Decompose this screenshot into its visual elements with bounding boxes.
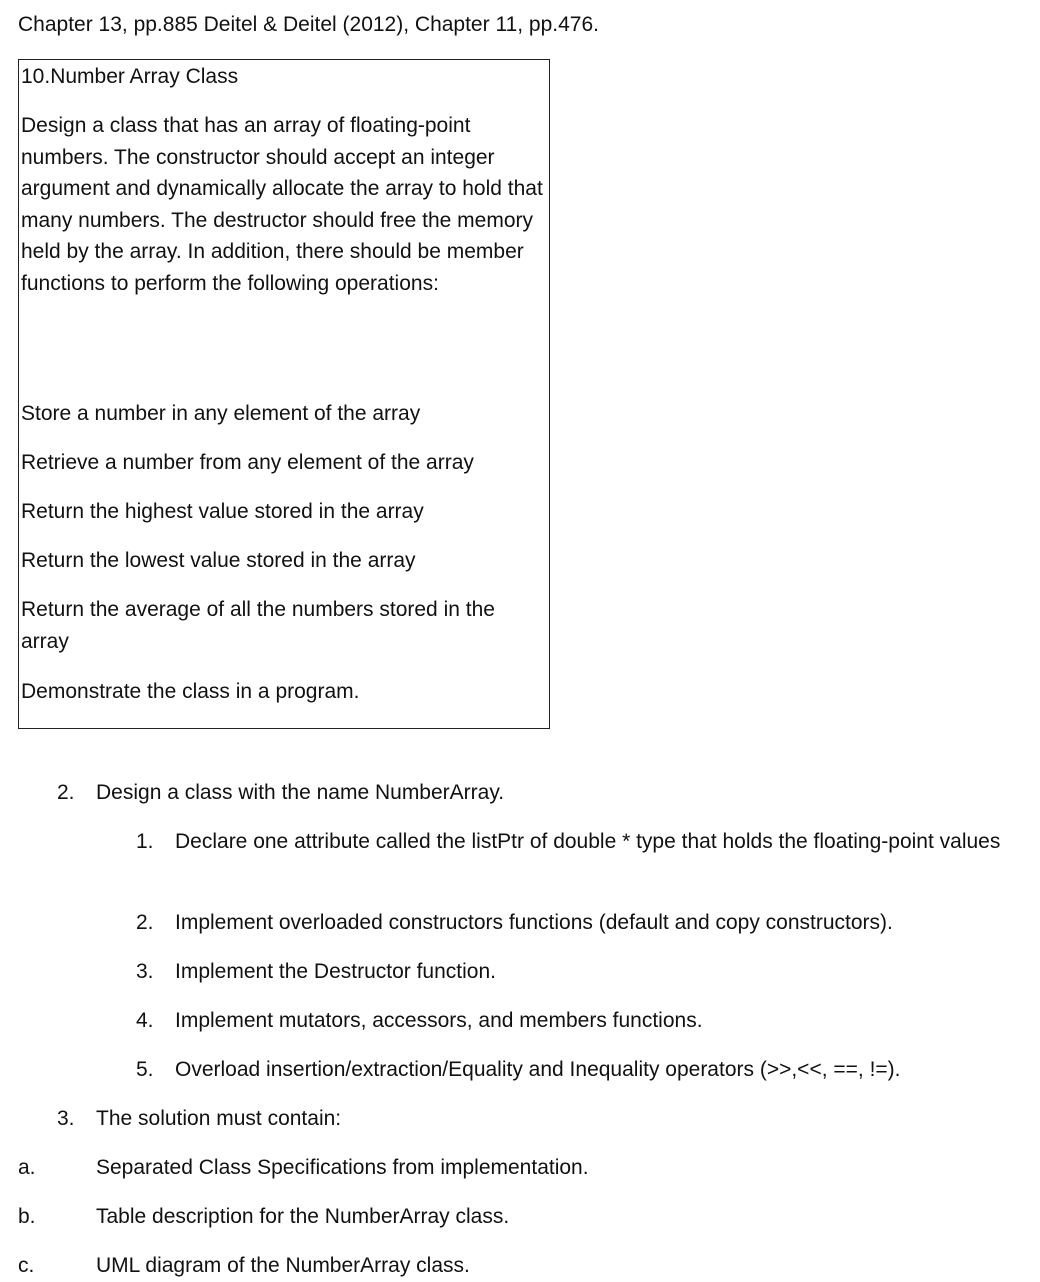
list-item-text: The solution must contain: — [96, 1107, 342, 1130]
letter-marker: a. — [18, 1156, 36, 1179]
sublist-item-text: Implement overloaded constructors functions (default and copy constructors). — [175, 911, 893, 934]
letter-marker: b. — [18, 1205, 36, 1228]
exercise-title: 10.Number Array Class — [21, 65, 239, 88]
operation-item: Store a number in any element of the array — [21, 402, 421, 425]
letter-marker: c. — [18, 1254, 35, 1277]
sublist-item-text: Declare one attribute called the listPtr of double * type that holds the floating-point values — [175, 830, 1001, 853]
sublist-number: 1. — [136, 830, 154, 853]
header-citation: Chapter 13, pp.885 Deitel & Deitel (2012), Chapter 11, pp.476. — [18, 13, 599, 36]
operation-item: Return the lowest value stored in the array — [21, 549, 416, 572]
sublist-item-text: Implement the Destructor function. — [175, 960, 496, 983]
sublist-item-text: Overload insertion/extraction/Equality and Inequality operators (>>,<<, ==, !=). — [175, 1058, 901, 1081]
sublist-item-text: Implement mutators, accessors, and members functions. — [175, 1009, 703, 1032]
exercise-description: Design a class that has an array of floating-point numbers. The constructor should accept an integer argument and dynamically allocate the array to hold that many numbers. The destructor should free the memory held by the array. In addition, there should be member functions to perform the following operations: — [21, 114, 543, 295]
sublist-number: 2. — [136, 911, 154, 934]
operation-item: Return the average of all the numbers stored in the array — [21, 598, 495, 653]
sublist-number: 5. — [136, 1058, 154, 1081]
letter-item-text: Separated Class Specifications from implementation. — [96, 1156, 589, 1179]
letter-item-text: Table description for the NumberArray class. — [96, 1205, 510, 1228]
list-number: 2. — [57, 781, 75, 804]
operation-item: Demonstrate the class in a program. — [21, 680, 360, 703]
list-item-text: Design a class with the name NumberArray. — [96, 781, 505, 804]
sublist-number: 3. — [136, 960, 154, 983]
operation-item: Return the highest value stored in the array — [21, 500, 424, 523]
letter-item-text: UML diagram of the NumberArray class. — [96, 1254, 470, 1277]
sublist-number: 4. — [136, 1009, 154, 1032]
operation-item: Retrieve a number from any element of the array — [21, 451, 474, 474]
list-number: 3. — [57, 1107, 75, 1130]
